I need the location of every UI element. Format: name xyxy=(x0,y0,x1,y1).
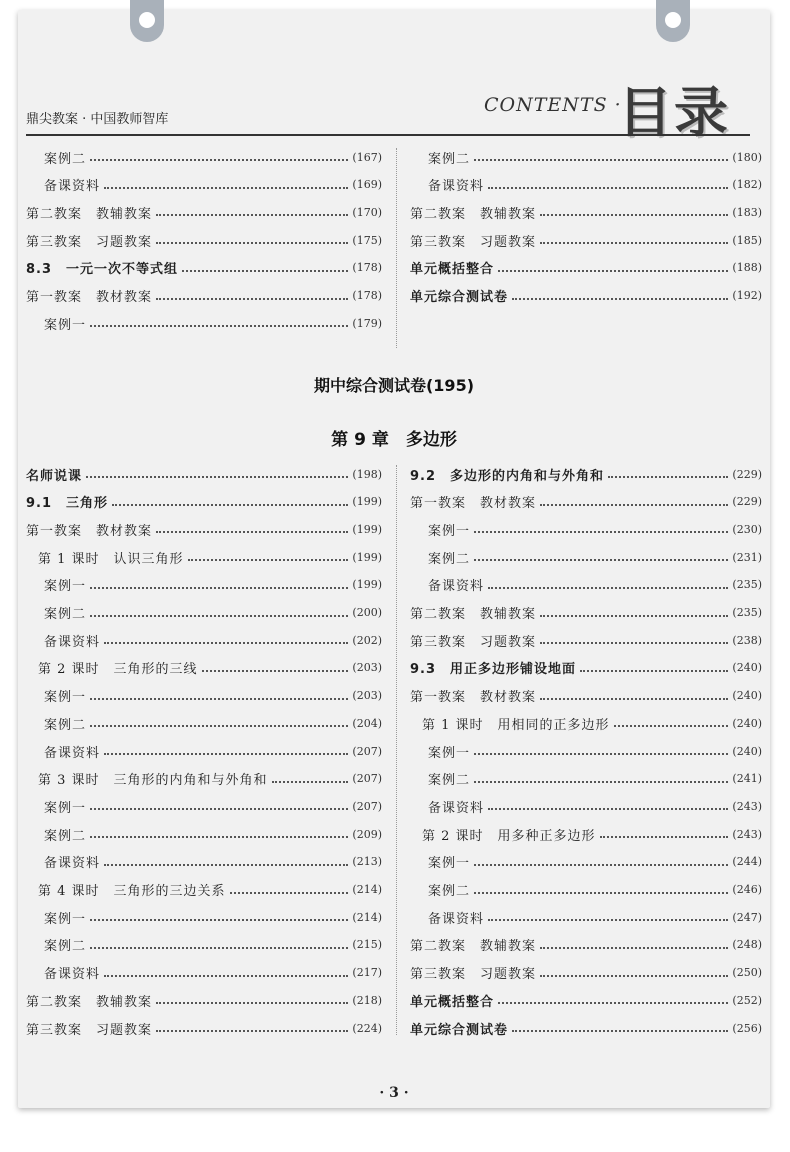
series-title: 鼎尖教案 · 中国教师智库 xyxy=(26,112,169,127)
dot-leader xyxy=(104,187,348,189)
toc-entry xyxy=(428,767,762,791)
toc-entry-page: (202) xyxy=(352,633,382,647)
dot-leader xyxy=(90,698,348,700)
dot-leader xyxy=(600,836,729,838)
toc-entry-page: (169) xyxy=(352,178,382,192)
toc-entry xyxy=(428,878,762,902)
dot-leader xyxy=(90,725,348,727)
toc-entry-page: (229) xyxy=(732,467,762,481)
toc-entry-label: 第二教案 教辅教案 xyxy=(410,939,537,955)
dot-leader xyxy=(104,753,348,755)
toc-entry-label: 第一教案 教材教案 xyxy=(410,690,537,706)
dot-leader xyxy=(540,214,728,216)
dot-leader xyxy=(272,781,349,783)
toc-entry-label: 备课资料 xyxy=(428,800,485,816)
toc-entry-label: 第 2 课时 三角形的三线 xyxy=(38,662,198,678)
dot-leader xyxy=(474,753,728,755)
toc-entry-label: 第三教案 习题教案 xyxy=(26,234,153,250)
dot-leader xyxy=(512,298,728,300)
toc-entry-label: 9.2 多边形的内角和与外角和 xyxy=(410,468,605,484)
toc-entry xyxy=(44,601,382,625)
toc-entry-label: 备课资料 xyxy=(428,179,485,195)
toc-entry xyxy=(26,200,382,224)
page-number: · 3 · xyxy=(379,1085,409,1101)
toc-entry-page: (207) xyxy=(352,744,382,758)
dot-leader xyxy=(104,975,348,977)
toc-entry xyxy=(26,256,382,280)
toc-entry-label: 第三教案 习题教案 xyxy=(410,634,537,650)
toc-entry-label: 单元概括整合 xyxy=(410,262,495,278)
dot-leader xyxy=(540,947,728,949)
toc-entry-page: (199) xyxy=(352,578,382,592)
toc-entry-label: 第二教案 教辅教案 xyxy=(410,206,537,222)
toc-entry xyxy=(428,173,762,197)
toc-entry-label: 名师说课 xyxy=(26,468,83,484)
toc-entry-page: (199) xyxy=(352,550,382,564)
toc-entry-label: 备课资料 xyxy=(44,967,101,983)
toc-entry xyxy=(44,933,382,957)
dot-leader xyxy=(104,864,348,866)
dot-leader xyxy=(86,476,348,478)
dot-leader xyxy=(202,670,349,672)
toc-entry xyxy=(410,200,762,224)
toc-entry xyxy=(410,1016,762,1040)
toc-entry xyxy=(410,684,762,708)
toc-entry-label: 第 4 课时 三角形的三边关系 xyxy=(38,884,226,899)
toc-entry-page: (244) xyxy=(732,855,762,869)
toc-entry-label: 案例二 xyxy=(44,607,87,622)
toc-entry-page: (246) xyxy=(732,883,762,896)
toc-entry-page: (209) xyxy=(352,827,382,841)
dot-leader xyxy=(474,892,728,894)
toc-entry-page: (175) xyxy=(352,233,382,247)
toc-entry-page: (243) xyxy=(732,799,762,813)
toc-entry-label: 第三教案 习题教案 xyxy=(410,967,537,983)
toc-entry xyxy=(26,284,382,308)
toc-entry xyxy=(428,905,762,929)
dot-leader xyxy=(488,808,728,810)
toc-entry xyxy=(428,739,762,763)
toc-entry-page: (213) xyxy=(352,855,382,869)
dot-leader xyxy=(540,504,728,506)
toc-entry xyxy=(44,794,382,818)
toc-entry-label: 单元概括整合 xyxy=(410,994,495,1010)
toc-entry-label: 案例二 xyxy=(44,717,87,733)
toc-entry xyxy=(38,767,382,791)
dot-leader xyxy=(488,187,728,189)
toc-entry xyxy=(26,988,382,1012)
toc-entry xyxy=(38,656,382,680)
toc-entry-label: 第二教案 教辅教案 xyxy=(410,607,537,622)
dot-leader xyxy=(90,325,348,327)
toc-entry xyxy=(428,517,762,541)
toc-entry-label: 案例一 xyxy=(428,523,471,539)
toc-entry-page: (178) xyxy=(352,261,382,275)
toc-entry xyxy=(410,988,762,1012)
dot-leader xyxy=(230,892,349,894)
toc-entry xyxy=(422,822,762,846)
toc-entry-page: (167) xyxy=(352,150,382,164)
dot-leader xyxy=(488,587,728,589)
toc-entry-page: (238) xyxy=(732,633,762,647)
toc-entry xyxy=(44,311,382,335)
toc-entry-page: (218) xyxy=(352,993,382,1007)
toc-entry-label: 第 1 课时 用相同的正多边形 xyxy=(422,717,610,733)
toc-entry-page: (200) xyxy=(352,606,382,619)
toc-entry-page: (199) xyxy=(352,522,382,536)
toc-entry-page: (235) xyxy=(732,578,762,592)
toc-entry xyxy=(44,573,382,597)
column-divider-bottom xyxy=(396,465,397,1035)
toc-entry xyxy=(428,850,762,874)
toc-entry-page: (247) xyxy=(732,910,762,924)
toc-entry xyxy=(428,545,762,569)
toc-entry-page: (215) xyxy=(352,938,382,952)
toc-entry-label: 第 3 课时 三角形的内角和与外角和 xyxy=(38,773,268,789)
toc-entry-page: (240) xyxy=(732,744,762,758)
toc-entry xyxy=(44,628,382,652)
dot-leader xyxy=(156,531,348,533)
dot-leader xyxy=(474,781,728,783)
toc-entry xyxy=(26,517,382,541)
toc-entry-page: (170) xyxy=(352,205,382,219)
toc-entry xyxy=(44,145,382,169)
dot-leader xyxy=(474,559,728,561)
toc-entry xyxy=(422,711,762,735)
toc-entry-label: 第三教案 习题教案 xyxy=(410,234,537,250)
dot-leader xyxy=(512,1030,728,1032)
toc-entry-label: 案例二 xyxy=(428,151,471,167)
contents-word: CONTENTS · xyxy=(484,94,622,116)
dot-leader xyxy=(156,298,348,300)
dot-leader xyxy=(498,1002,728,1004)
dot-leader xyxy=(540,242,728,244)
dot-leader xyxy=(90,836,348,838)
dot-leader xyxy=(90,587,348,589)
toc-entry xyxy=(410,933,762,957)
toc-entry-label: 案例一 xyxy=(428,745,471,761)
toc-entry xyxy=(428,794,762,818)
toc-entry-page: (183) xyxy=(732,205,762,219)
dot-leader xyxy=(156,242,348,244)
toc-entry-page: (241) xyxy=(732,772,762,786)
toc-entry-label: 案例一 xyxy=(44,800,87,816)
toc-entry-page: (240) xyxy=(732,661,762,675)
toc-entry xyxy=(44,961,382,985)
toc-entry xyxy=(44,905,382,929)
toc-entry-page: (203) xyxy=(352,661,382,675)
toc-entry-label: 单元综合测试卷 xyxy=(410,290,509,305)
toc-entry-page: (182) xyxy=(732,178,762,192)
column-divider-top xyxy=(396,148,397,348)
toc-entry xyxy=(428,573,762,597)
toc-entry-label: 案例二 xyxy=(44,939,87,955)
dot-leader xyxy=(156,214,348,216)
contents-heading: 目录 xyxy=(618,81,730,144)
toc-entry xyxy=(428,145,762,169)
toc-entry-label: 备课资料 xyxy=(428,911,485,927)
toc-entry xyxy=(26,228,382,252)
dot-leader xyxy=(580,670,728,672)
toc-entry-label: 案例二 xyxy=(428,551,471,567)
toc-entry xyxy=(44,739,382,763)
toc-entry-page: (250) xyxy=(732,966,762,980)
toc-entry-label: 案例二 xyxy=(44,828,87,844)
dot-leader xyxy=(104,642,348,644)
toc-entry-label: 案例一 xyxy=(44,911,87,927)
toc-entry xyxy=(38,878,382,902)
toc-entry-label: 第 2 课时 用多种正多边形 xyxy=(422,828,596,844)
dot-leader xyxy=(90,947,348,949)
toc-entry-label: 备课资料 xyxy=(44,634,101,650)
dot-leader xyxy=(474,159,728,161)
toc-entry-page: (207) xyxy=(352,772,382,786)
midterm-title: 期中综合测试卷(195) xyxy=(313,376,475,395)
toc-entry-label: 案例二 xyxy=(44,151,87,167)
toc-entry xyxy=(26,462,382,486)
dot-leader xyxy=(608,476,728,478)
toc-entry-page: (248) xyxy=(732,938,762,952)
toc-entry xyxy=(410,228,762,252)
dot-leader xyxy=(614,725,729,727)
toc-entry-label: 备课资料 xyxy=(44,856,101,872)
dot-leader xyxy=(540,975,728,977)
toc-entry-page: (178) xyxy=(352,289,382,302)
dot-leader xyxy=(474,531,728,533)
dot-leader xyxy=(90,159,348,161)
toc-entry xyxy=(410,961,762,985)
dot-leader xyxy=(90,615,348,617)
toc-entry xyxy=(44,711,382,735)
dot-leader xyxy=(540,698,728,700)
toc-entry-label: 案例一 xyxy=(44,690,87,706)
toc-entry-page: (180) xyxy=(732,150,762,164)
toc-entry-label: 单元综合测试卷 xyxy=(410,1022,509,1038)
toc-entry-label: 案例一 xyxy=(428,856,471,872)
header-rule xyxy=(26,134,750,136)
binder-clip-right xyxy=(656,0,690,42)
toc-entry-label: 8.3 一元一次不等式组 xyxy=(26,262,179,278)
toc-entry-label: 第一教案 教材教案 xyxy=(26,523,153,539)
dot-leader xyxy=(90,919,348,921)
toc-entry xyxy=(44,850,382,874)
toc-entry-page: (203) xyxy=(352,689,382,703)
toc-entry xyxy=(410,462,762,486)
binder-clip-left xyxy=(130,0,164,42)
page-header xyxy=(18,78,770,144)
toc-entry-page: (214) xyxy=(352,883,382,896)
toc-entry-page: (240) xyxy=(732,689,762,703)
toc-entry-label: 第二教案 教辅教案 xyxy=(26,206,153,222)
toc-entry-page: (230) xyxy=(732,522,762,536)
dot-leader xyxy=(498,270,728,272)
toc-entry-label: 第 1 课时 认识三角形 xyxy=(38,551,184,567)
toc-entry xyxy=(26,490,382,514)
toc-entry-label: 第二教案 教辅教案 xyxy=(26,994,153,1010)
toc-entry xyxy=(44,822,382,846)
toc-entry-page: (179) xyxy=(352,316,382,330)
toc-entry-label: 案例二 xyxy=(428,884,471,899)
dot-leader xyxy=(188,559,349,561)
toc-entry-label: 9.3 用正多边形铺设地面 xyxy=(410,662,577,678)
toc-entry xyxy=(410,628,762,652)
toc-entry-label: 第三教案 习题教案 xyxy=(26,1022,153,1038)
book-page xyxy=(18,10,770,1108)
toc-entry-page: (188) xyxy=(732,261,762,275)
toc-entry-page: (217) xyxy=(352,966,382,980)
dot-leader xyxy=(182,270,348,272)
dot-leader xyxy=(90,808,348,810)
dot-leader xyxy=(540,642,728,644)
toc-entry-page: (199) xyxy=(352,495,382,509)
toc-entry xyxy=(410,490,762,514)
toc-entry-page: (229) xyxy=(732,495,762,509)
toc-entry-label: 备课资料 xyxy=(428,579,485,595)
toc-entry-page: (204) xyxy=(352,716,382,730)
toc-entry-page: (235) xyxy=(732,606,762,619)
toc-entry-label: 9.1 三角形 xyxy=(26,496,109,512)
toc-entry-page: (252) xyxy=(732,993,762,1007)
toc-entry xyxy=(44,684,382,708)
toc-entry-label: 第一教案 教材教案 xyxy=(410,496,537,512)
toc-entry-page: (240) xyxy=(732,716,762,730)
toc-entry-page: (198) xyxy=(352,467,382,481)
toc-entry-page: (256) xyxy=(732,1021,762,1035)
toc-entry-label: 案例二 xyxy=(428,773,471,789)
toc-entry-label: 备课资料 xyxy=(44,745,101,761)
toc-entry-page: (243) xyxy=(732,827,762,841)
toc-entry-label: 第一教案 教材教案 xyxy=(26,290,153,305)
dot-leader xyxy=(474,864,728,866)
toc-entry-page: (214) xyxy=(352,910,382,924)
toc-entry-label: 案例一 xyxy=(44,317,87,333)
toc-entry xyxy=(26,1016,382,1040)
toc-entry xyxy=(410,284,762,308)
toc-entry xyxy=(410,601,762,625)
toc-entry-label: 案例一 xyxy=(44,579,87,595)
toc-entry-page: (185) xyxy=(732,233,762,247)
toc-entry xyxy=(38,545,382,569)
toc-entry xyxy=(410,256,762,280)
dot-leader xyxy=(156,1002,348,1004)
dot-leader xyxy=(156,1030,348,1032)
toc-entry-page: (231) xyxy=(732,550,762,564)
dot-leader xyxy=(112,504,348,506)
toc-entry xyxy=(44,173,382,197)
toc-entry xyxy=(410,656,762,680)
toc-entry-page: (224) xyxy=(352,1021,382,1035)
toc-entry-page: (192) xyxy=(732,289,762,302)
dot-leader xyxy=(488,919,728,921)
chapter-title: 第 9 章 多边形 xyxy=(331,430,457,450)
toc-entry-page: (207) xyxy=(352,799,382,813)
dot-leader xyxy=(540,615,728,617)
toc-entry-label: 备课资料 xyxy=(44,179,101,195)
